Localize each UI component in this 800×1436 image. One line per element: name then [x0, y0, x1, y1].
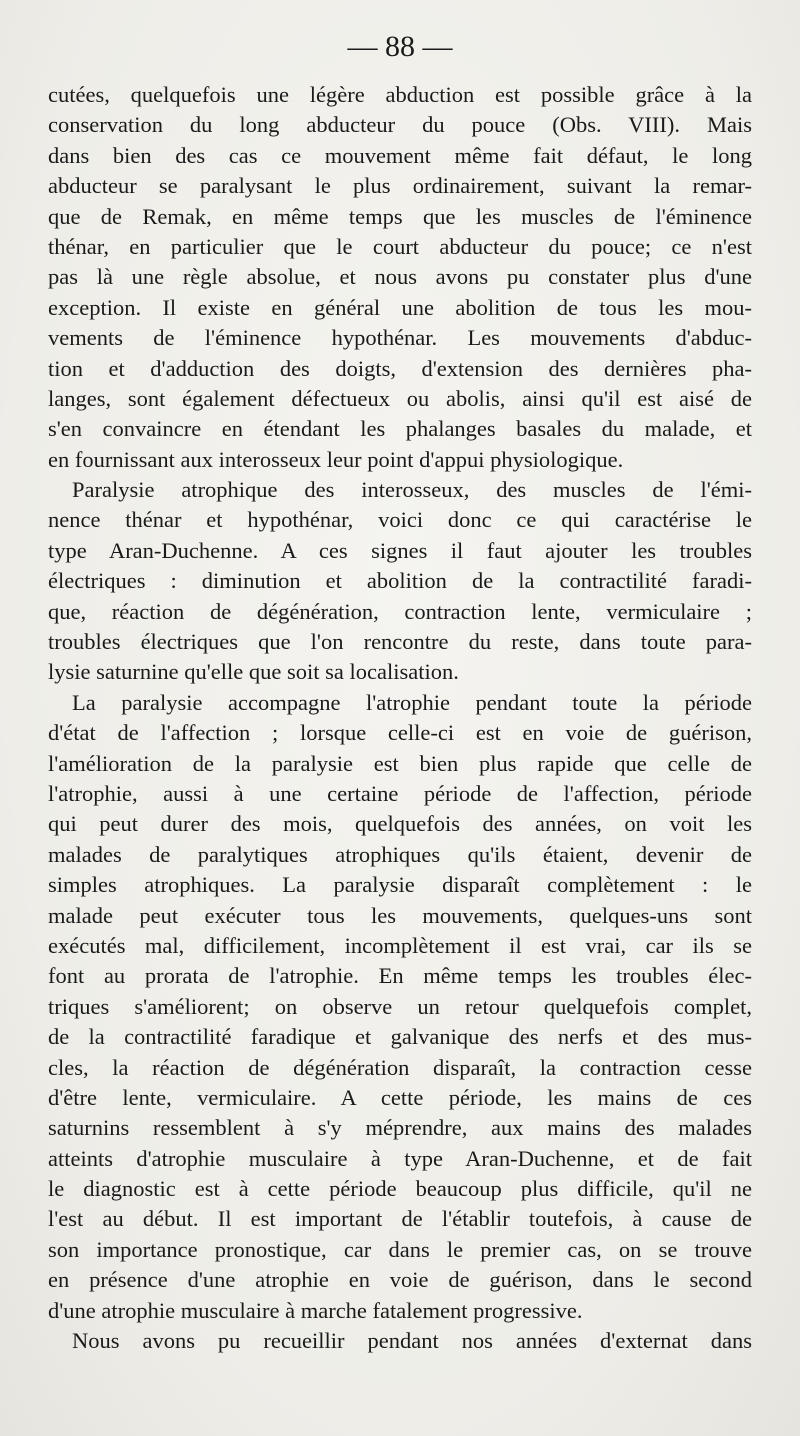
page-number: — 88 — — [347, 30, 453, 63]
text-line: tion et d'adduction des doigts, d'extension des dernières pha- — [48, 355, 752, 381]
text-line: que, réaction de dégénération, contraction lente, vermiculaire ; — [48, 598, 752, 624]
text-line: La paralysie accompagne l'atrophie pendant toute la période — [72, 689, 752, 715]
text-line: troubles électriques que l'on rencontre du reste, dans toute para- — [48, 629, 752, 655]
text-line: qui peut durer des mois, quelquefois des années, on voit les — [48, 811, 752, 837]
text-line: langes, sont également défectueux ou abolis, ainsi qu'il est aisé de — [48, 385, 752, 411]
text-line: abducteur se paralysant le plus ordinairement, suivant la remar- — [48, 173, 752, 199]
text-line: l'atrophie, aussi à une certaine période de l'affection, période — [48, 780, 752, 806]
text-line: cles, la réaction de dégénération disparaît, la contraction cesse — [48, 1054, 752, 1080]
text-line: thénar, en particulier que le court abducteur du pouce; ce n'est — [48, 233, 752, 259]
text-line: Nous avons pu recueillir pendant nos années d'externat dans — [72, 1328, 752, 1354]
text-line: exécutés mal, difficilement, incomplètement il est vrai, car ils se — [48, 932, 752, 958]
text-line: l'amélioration de la paralysie est bien plus rapide que celle de — [48, 750, 752, 776]
text-line: d'état de l'affection ; lorsque celle-ci est en voie de guérison, — [48, 720, 752, 746]
text-line: en fournissant aux interosseux leur point d'appui physiologique. — [48, 446, 624, 472]
text-line: lysie saturnine qu'elle que soit sa localisation. — [48, 659, 459, 685]
text-line: s'en convaincre en étendant les phalanges basales du malade, et — [48, 416, 752, 442]
text-line: pas là une règle absolue, et nous avons pu constater plus d'une — [48, 264, 752, 290]
text-line: type Aran-Duchenne. A ces signes il faut ajouter les troubles — [48, 537, 752, 563]
text-line: simples atrophiques. La paralysie disparaît complètement : le — [48, 872, 752, 898]
text-line: dans bien des cas ce mouvement même fait défaut, le long — [48, 142, 752, 168]
text-line: en présence d'une atrophie en voie de guérison, dans le second — [48, 1267, 752, 1293]
text-line: nence thénar et hypothénar, voici donc ce qui caractérise le — [48, 507, 752, 533]
text-line: d'une atrophie musculaire à marche fatalement progressive. — [48, 1297, 583, 1323]
text-line: triques s'améliorent; on observe un retour quelquefois complet, — [48, 993, 752, 1019]
text-line: le diagnostic est à cette période beaucoup plus difficile, qu'il ne — [48, 1176, 752, 1202]
text-line: cutées, quelquefois une légère abduction est possible grâce à la — [48, 82, 752, 107]
body-text — [48, 80, 752, 1356]
text-line: son importance pronostique, car dans le premier cas, on se trouve — [48, 1236, 752, 1262]
text-line: que de Remak, en même temps que les muscles de l'éminence — [48, 203, 752, 229]
text-line: malade peut exécuter tous les mouvements, quelques-uns sont — [48, 902, 752, 928]
text-line: d'être lente, vermiculaire. A cette période, les mains de ces — [48, 1084, 752, 1110]
text-line: exception. Il existe en général une abolition de tous les mou- — [48, 294, 752, 320]
text-line: atteints d'atrophie musculaire à type Aran-Duchenne, et de fait — [48, 1145, 752, 1171]
text-line: vements de l'éminence hypothénar. Les mouvements d'abduc- — [48, 325, 752, 351]
text-line: l'est au début. Il est important de l'établir toutefois, à cause de — [48, 1206, 752, 1232]
text-line: Paralysie atrophique des interosseux, des muscles de l'émi- — [72, 477, 752, 503]
text-line: électriques : diminution et abolition de la contractilité faradi- — [48, 568, 752, 594]
text-line: saturnins ressemblent à s'y méprendre, aux mains des malades — [48, 1115, 752, 1141]
text-line: font au prorata de l'atrophie. En même temps les troubles élec- — [48, 963, 752, 989]
text-line: malades de paralytiques atrophiques qu'ils étaient, devenir de — [48, 841, 752, 867]
text-line: de la contractilité faradique et galvanique des nerfs et des mus- — [48, 1024, 752, 1050]
text-line: conservation du long abducteur du pouce (Obs. VIII). Mais — [48, 112, 752, 138]
